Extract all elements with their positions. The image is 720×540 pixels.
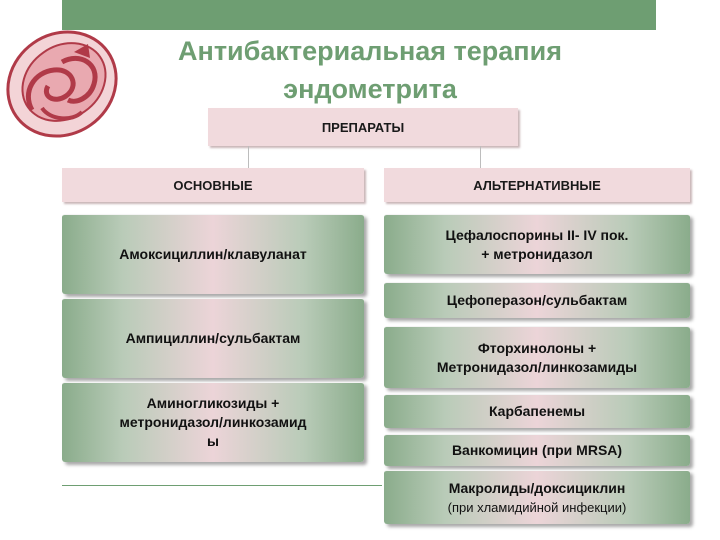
drug-label: Ампициллин/сульбактам [125, 330, 301, 346]
drug-label-line-2: (при хламидийной инфекции) [447, 499, 627, 515]
drug-alt-4 [384, 394, 690, 428]
drug-main-3 [62, 382, 364, 462]
drug-alt-1 [384, 214, 690, 274]
bottom-divider [62, 485, 382, 486]
drug-label-line-3: ы [207, 433, 219, 449]
drug-label: Карбапенемы [488, 403, 586, 419]
category-alternative: АЛЬТЕРНАТИВНЫЕ [384, 168, 690, 202]
drug-alt-2 [384, 282, 690, 318]
drug-main-1 [62, 214, 364, 294]
connector-left [248, 146, 249, 168]
drug-label-line-2: Метронидазол/линкозамиды [436, 358, 638, 375]
slide-title [130, 32, 610, 108]
drug-label-line-2: метронидазол/линкозамид [119, 414, 307, 430]
drug-label-line-1: Аминогликозиды + [146, 395, 280, 411]
drug-label: Ванкомицин (при MRSA) [451, 442, 623, 458]
drug-label-line-1: Цефалоспорины II- IV пок. [445, 226, 629, 243]
drug-alt-5 [384, 434, 690, 466]
drug-alt-3 [384, 326, 690, 388]
drug-label-line-1: Фторхинолоны + [477, 339, 597, 356]
drug-label: Цефоперазон/сульбактам [446, 292, 628, 308]
title-line-2: эндометрита [283, 74, 457, 104]
top-accent-bar [62, 0, 656, 30]
drug-label-line-1: Макролиды/доксициклин [448, 479, 626, 496]
drug-alt-6 [384, 470, 690, 524]
root-node-drugs: ПРЕПАРАТЫ [208, 108, 518, 146]
connector-right [480, 146, 481, 168]
title-line-1: Антибактериальная терапия [178, 36, 562, 66]
drug-label: Амоксициллин/клавуланат [119, 246, 307, 262]
drug-label-line-2: + метронидазол [481, 245, 593, 262]
anatomy-logo-icon [2, 22, 122, 140]
drug-main-2 [62, 298, 364, 378]
category-main: ОСНОВНЫЕ [62, 168, 364, 202]
